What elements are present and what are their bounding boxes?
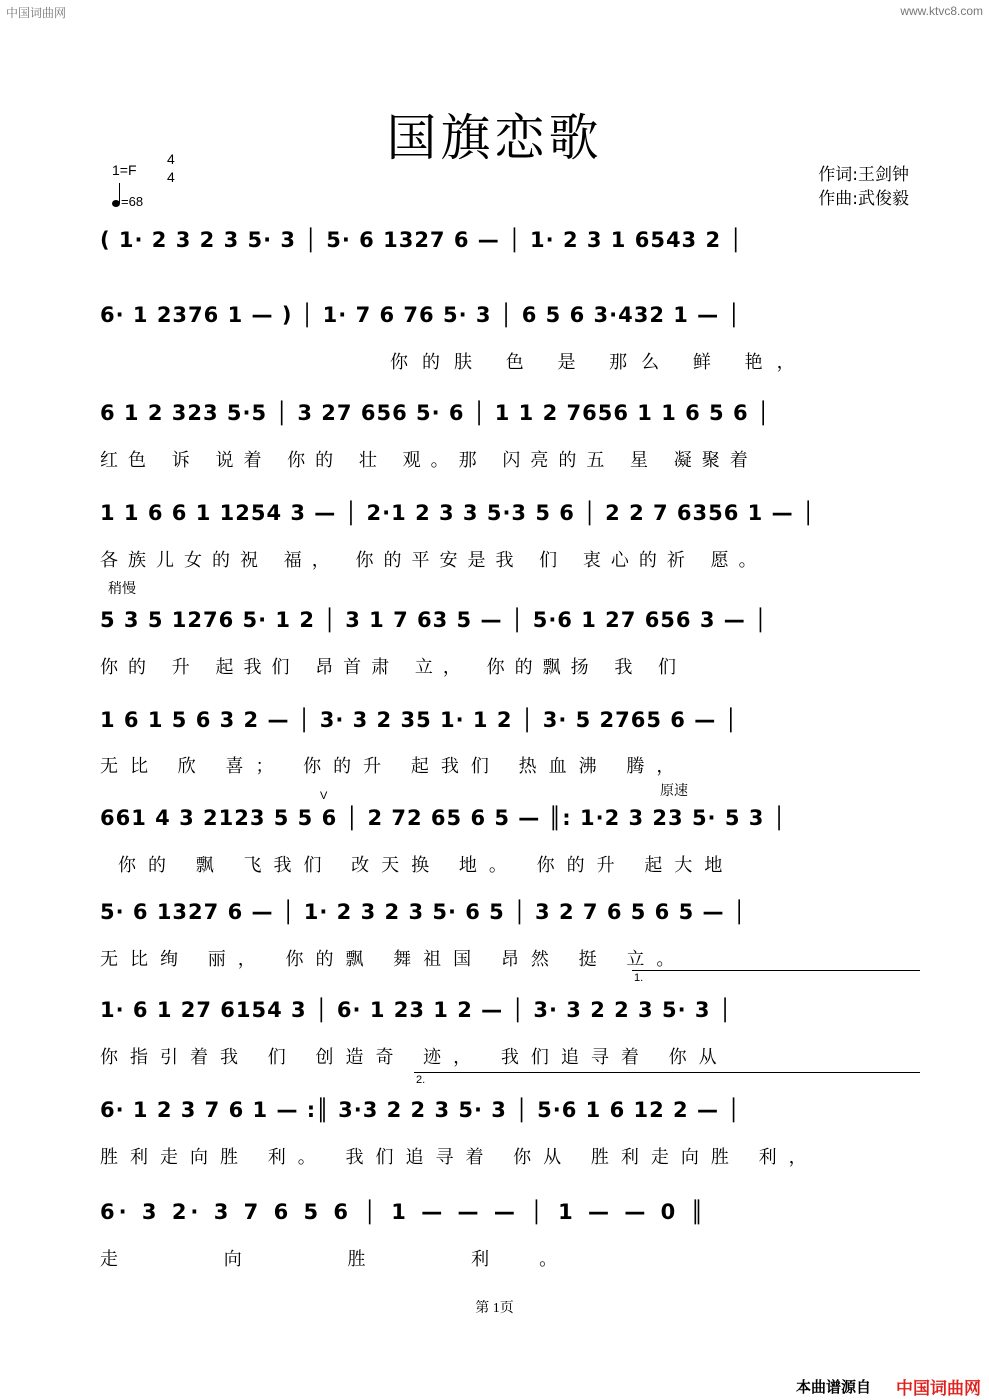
score-line-7-lyrics: 你的 飘 飞我们 改天换 地。 你的升 起大地 xyxy=(118,855,735,876)
score-line-2-lyrics: 你的肤 色 是 那么 鲜 艳， xyxy=(390,352,809,373)
score-line-1-notes: ( 1· 2 3 2 3 5· 3 │ 5· 6 1327 6 — │ 1· 2 3 1 6543 2 │ xyxy=(100,228,744,252)
score-line-9-notes: 1· 6 1 27 6154 3 │ 6· 1 23 1 2 — │ 3· 3 2 2 3 5· 3 │ xyxy=(100,998,733,1022)
score-line-10-notes: 6· 1 2 3 7 6 1 — :║ 3·3 2 2 3 5· 3 │ 5·6 1 6 12 2 — │ xyxy=(100,1098,741,1122)
original-tempo-mark: 原速 xyxy=(660,782,688,798)
slower-mark: 稍慢 xyxy=(108,580,136,596)
ending-2-bracket xyxy=(414,1072,920,1073)
score-line-11-notes: 6· 3 2· 3 7 6 5 6 │ 1 — — — │ 1 — — 0 ║ xyxy=(100,1200,708,1224)
quarter-note-icon xyxy=(112,200,120,207)
tempo-value: =68 xyxy=(121,194,144,209)
score-line-8-lyrics: 无比绚 丽， 你的飘 舞祖国 昂然 挺 立。 xyxy=(100,949,687,970)
song-title: 国旗恋歌 xyxy=(386,109,603,167)
lyricist-credit: 作词:王剑钟 xyxy=(818,165,909,185)
source-label: 本曲谱源自 xyxy=(795,1378,871,1396)
score-line-3-notes: 6 1 2 323 5·5 │ 3 27 656 5· 6 │ 1 1 2 7656 1 1 6 5 6 │ xyxy=(100,401,771,425)
score-line-10-lyrics: 胜利走向胜 利。 我们追寻着 你从 胜利走向胜 利， xyxy=(100,1147,819,1168)
time-signature xyxy=(167,150,175,186)
score-line-2-notes: 6· 1 2376 1 — ) │ 1· 7 6 76 5· 3 │ 6 5 6 3·432 1 — │ xyxy=(100,303,742,327)
score-line-4-lyrics: 各族儿女的祝 福， 你的平安是我 们 衷心的祈 愿。 xyxy=(100,550,767,571)
page-number: 第 1页 xyxy=(475,1301,514,1316)
watermark-top-left: 中国词曲网 xyxy=(6,6,67,20)
score-line-5-lyrics: 你的 升 起我们 昂首肃 立， 你的飘扬 我 们 xyxy=(100,657,687,678)
score-line-8-notes: 5· 6 1327 6 — │ 1· 2 3 2 3 5· 6 5 │ 3 2 7 6 5 6 5 — │ xyxy=(100,900,747,924)
key-signature: 1=F xyxy=(112,162,137,178)
ending-1-label: 1. xyxy=(634,972,644,984)
score-line-6-notes: 1 6 1 5 6 3 2 — │ 3· 3 2 35 1· 1 2 │ 3· 5 2765 6 — │ xyxy=(100,708,739,732)
ending-2-label: 2. xyxy=(416,1074,426,1086)
breath-mark: V xyxy=(320,790,328,802)
time-sig-bottom: 4 xyxy=(167,169,175,185)
score-line-11-lyrics: 走 向 胜 利。 xyxy=(100,1249,608,1270)
score-line-9-lyrics: 你指引着我 们 创造奇 迹， 我们追寻着 你从 xyxy=(100,1047,729,1068)
score-line-4-notes: 1 1 6 6 1 1254 3 — │ 2·1 2 3 3 5·3 5 6 │ 2 2 7 6356 1 — │ xyxy=(100,501,816,525)
tempo-marking xyxy=(112,194,143,209)
source-site-logo: 中国词曲网 xyxy=(896,1379,981,1399)
score-line-5-notes: 5 3 5 1276 5· 1 2 │ 3 1 7 63 5 — │ 5·6 1 27 656 3 — │ xyxy=(100,608,768,632)
ending-1-bracket xyxy=(632,970,920,971)
score-line-7-notes: 661 4 3 2123 5 5 6 │ 2 72 65 6 5 — ║: 1·2 3 23 5· 5 3 │ xyxy=(100,806,787,830)
composer-credit: 作曲:武俊毅 xyxy=(818,189,909,209)
time-sig-top: 4 xyxy=(167,151,175,167)
score-line-3-lyrics: 红色 诉 说着 你的 壮 观。那 闪亮的五 星 凝聚着 xyxy=(100,450,758,471)
watermark-top-right: www.ktvc8.com xyxy=(900,4,983,18)
score-line-6-lyrics: 无比 欣 喜； 你的升 起我们 热血沸 腾， xyxy=(100,756,687,777)
